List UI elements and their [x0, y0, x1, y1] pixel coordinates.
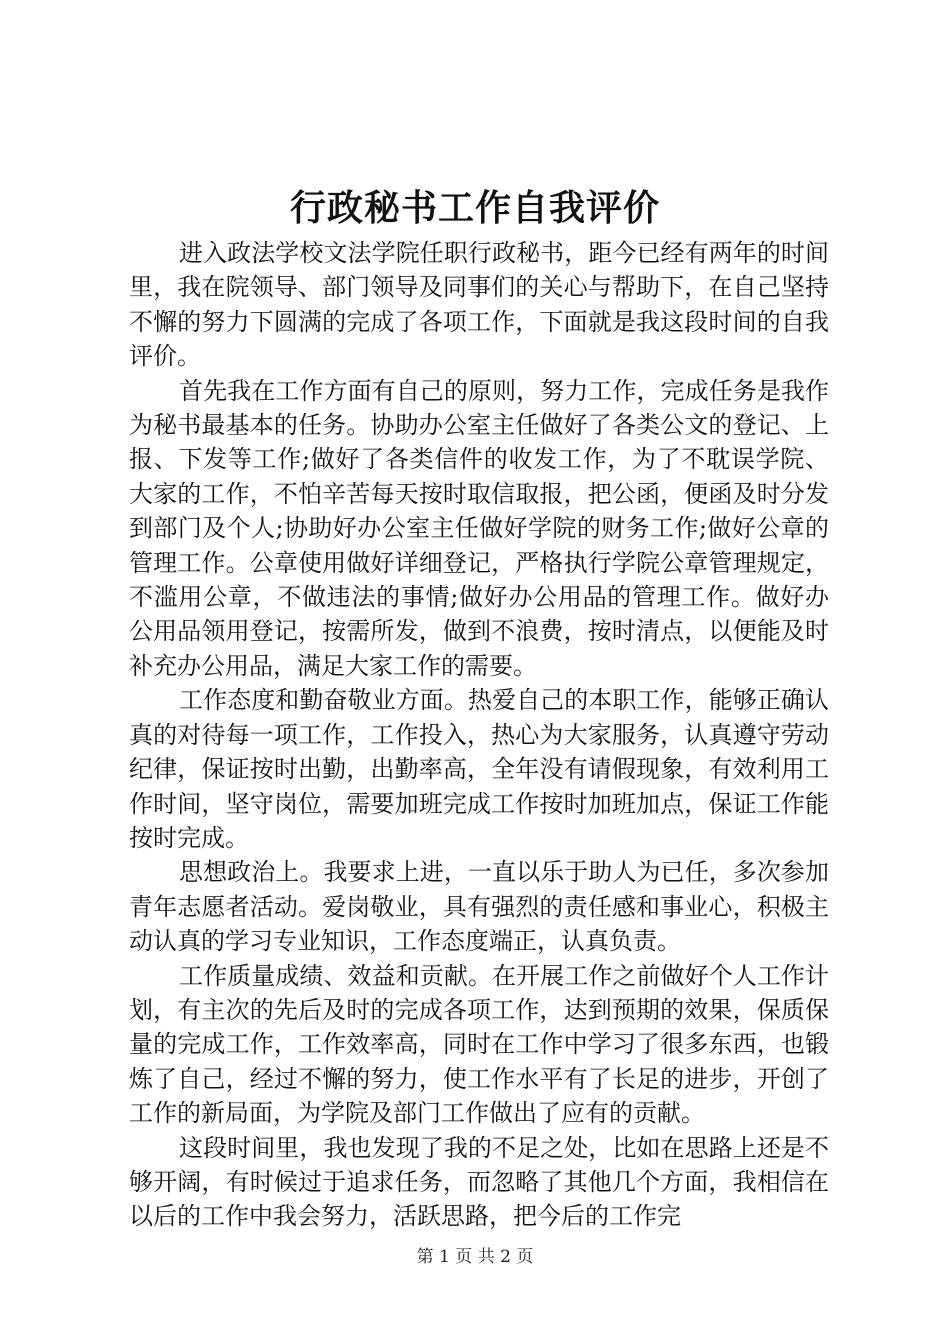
paragraph-6: 这段时间里，我也发现了我的不足之处，比如在思路上还是不够开阔，有时候过于追求任务，而忽略了其他几个方面，我相信在以后的工作中我会努力，活跃思路，把今后的工作完 [129, 1133, 829, 1231]
paragraph-2: 首先我在工作方面有自己的原则，努力工作，完成任务是我作为秘书最基本的任务。协助办公室主任做好了各类公文的登记、上报、下发等工作;做好了各类信件的收发工作，为了不耽误学院、大家的工作，不怕辛苦每天按时取信取报，把公函，便函及时分发到部门及个人;协助好办公室主任做好学院的财务工作;做好公章的管理工作。公章使用做好详细登记，严格执行学院公章管理规定，不滥用公章，不做违法的事情;做好办公用品的管理工作。做好办公用品领用登记，按需所发，做到不浪费，按时清点，以便能及时补充办公用品，满足大家工作的需要。 [129, 376, 829, 680]
paragraph-5: 工作质量成绩、效益和贡献。在开展工作之前做好个人工作计划，有主次的先后及时的完成各项工作，达到预期的效果，保质保量的完成工作，工作效率高，同时在工作中学习了很多东西，也锻炼了自己，经过不懈的努力，使工作水平有了长足的进步，开创了工作的新局面，为学院及部门工作做出了应有的贡献。 [129, 961, 829, 1128]
page-number-footer: 第 1 页 共 2 页 [416, 1247, 534, 1267]
paragraph-4: 思想政治上。我要求上进，一直以乐于助人为已任，多次参加青年志愿者活动。爱岗敬业，具有强烈的责任感和事业心，积极主动认真的学习专业知识，工作态度端正，认真负责。 [129, 858, 829, 956]
document-body [129, 236, 829, 1234]
document-title: 行政秘书工作自我评价 [289, 187, 660, 229]
paragraph-1: 进入政法学校文法学院任职行政秘书，距今已经有两年的时间里，我在院领导、部门领导及同事们的关心与帮助下，在自己坚持不懈的努力下圆满的完成了各项工作，下面就是我这段时间的自我评价。 [129, 239, 829, 371]
paragraph-3: 工作态度和勤奋敬业方面。热爱自己的本职工作，能够正确认真的对待每一项工作，工作投入，热心为大家服务，认真遵守劳动纪律，保证按时出勤，出勤率高，全年没有请假现象，有效利用工作时间，坚守岗位，需要加班完成工作按时加班加点，保证工作能按时完成。 [129, 686, 829, 852]
